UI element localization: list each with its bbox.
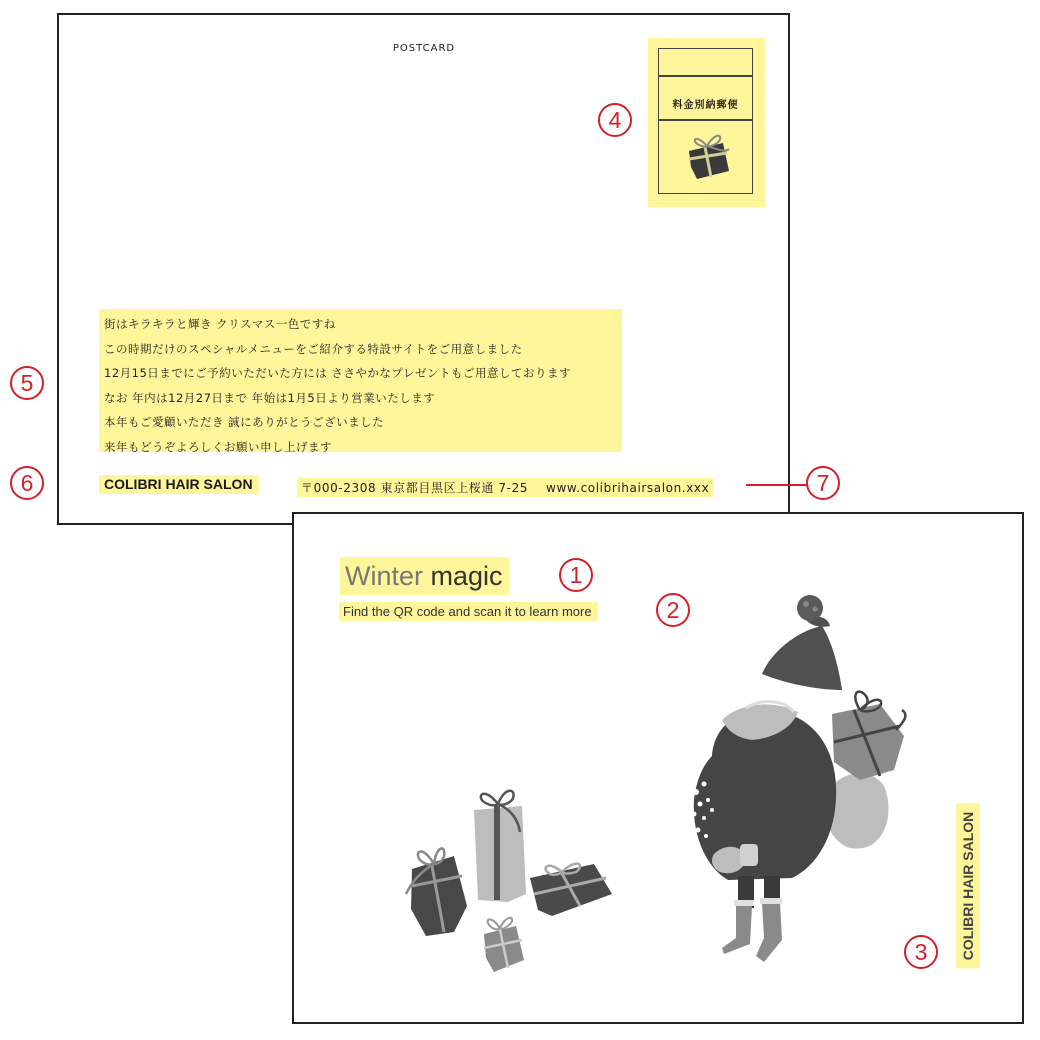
callout-marker-2: 2 bbox=[656, 593, 690, 627]
callout-marker-4: 4 bbox=[598, 103, 632, 137]
santa-illustration bbox=[692, 595, 906, 962]
callout-marker-7: 7 bbox=[806, 466, 840, 500]
title-word-magic: magic bbox=[430, 561, 503, 591]
stamp-text: 料金別納郵便 bbox=[672, 100, 739, 111]
callout-marker-5: 5 bbox=[10, 366, 44, 400]
salon-name: COLIBRI HAIR SALON bbox=[99, 475, 259, 494]
gift-box-icon bbox=[406, 848, 467, 936]
message-line: 本年もご愛顧いただき 誠にありがとうございました bbox=[104, 415, 385, 429]
message-line: 街はキラキラと輝き クリスマス一色ですね bbox=[104, 317, 336, 331]
callout-marker-3: 3 bbox=[904, 935, 938, 969]
address-line bbox=[297, 478, 713, 497]
salon-name: COLIBRI HAIR SALON bbox=[956, 804, 980, 969]
callout-marker-6: 6 bbox=[10, 466, 44, 500]
postage-stamp-area bbox=[648, 38, 765, 207]
stamp-divider bbox=[659, 75, 752, 77]
gift-box-icon bbox=[484, 918, 524, 972]
stamp-frame bbox=[658, 48, 753, 194]
postcard-label: POSTCARD bbox=[392, 43, 456, 54]
title-word-winter: Winter bbox=[345, 561, 424, 591]
website-link[interactable]: www.colibrihairsalon.xxx bbox=[546, 481, 710, 495]
message-line: なお 年内は12月27日まで 年始は1月5日より営業いたします bbox=[104, 390, 436, 405]
card-subtitle: Find the QR code and scan it to learn more bbox=[339, 602, 598, 621]
gift-box-icon bbox=[474, 791, 526, 902]
postcard-back bbox=[57, 13, 790, 525]
gift-icon bbox=[677, 119, 737, 185]
callout-marker-1: 1 bbox=[559, 558, 593, 592]
postal-address: 〒000-2308 東京都目黒区上桜通 7-25 bbox=[301, 481, 529, 495]
message-line: 来年もどうぞよろしくお願い申し上げます bbox=[104, 439, 332, 454]
salon-name-vertical bbox=[955, 797, 981, 975]
greeting-message bbox=[99, 309, 622, 452]
callout-leader-line bbox=[746, 484, 808, 486]
message-line: この時期だけのスペシャルメニューをご紹介する特設サイトをご用意しました bbox=[104, 341, 523, 356]
message-line: 12月15日までにご予約いただいた方には ささやかなプレゼントもご用意しております bbox=[104, 366, 571, 380]
gift-box-icon bbox=[530, 864, 612, 916]
